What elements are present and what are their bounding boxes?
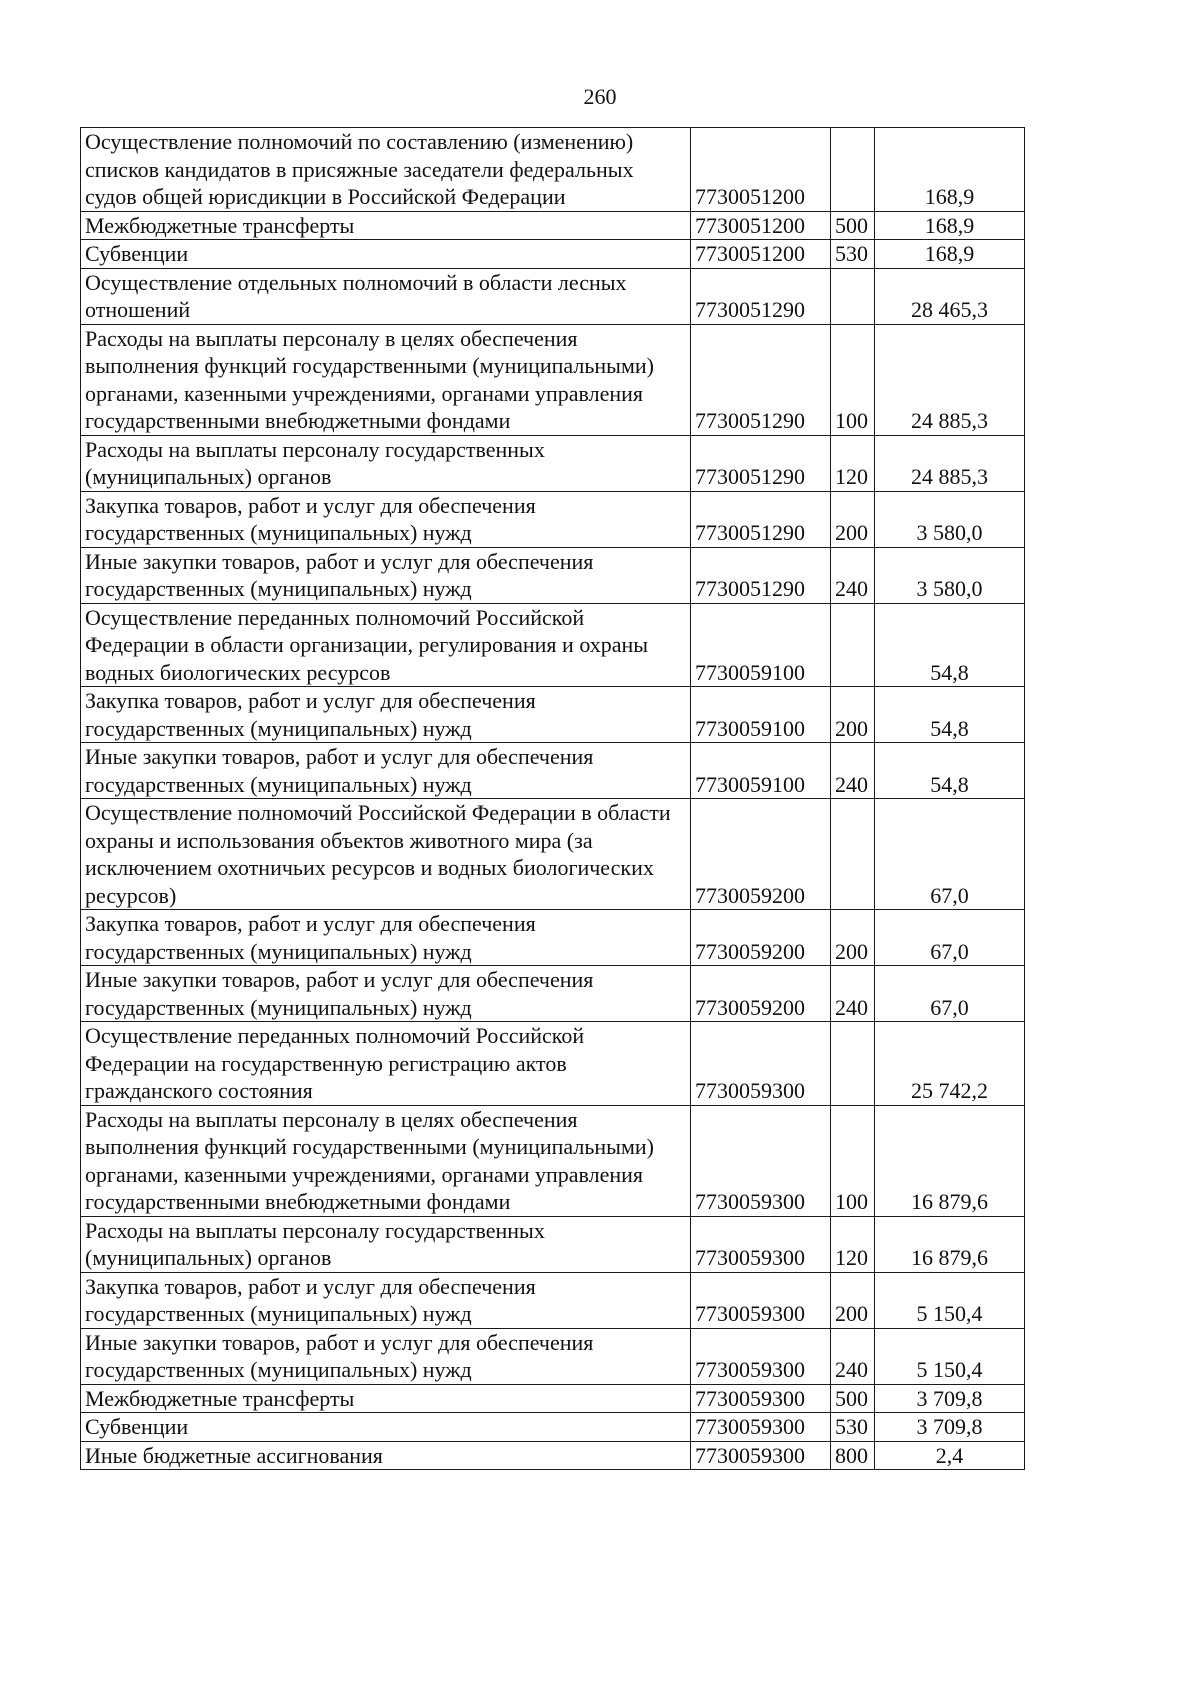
row-description: Закупка товаров, работ и услуг для обеспечения государственных (муниципальных) нужд <box>81 687 691 743</box>
row-expense-type <box>831 799 875 910</box>
row-expense-type <box>831 268 875 324</box>
row-expense-type: 120 <box>831 1216 875 1272</box>
row-expense-type: 800 <box>831 1441 875 1470</box>
row-target-code: 7730059100 <box>691 603 831 687</box>
table-row <box>81 1022 1025 1106</box>
row-description: Межбюджетные трансферты <box>81 211 691 240</box>
table-row <box>81 547 1025 603</box>
row-description: Иные бюджетные ассигнования <box>81 1441 691 1470</box>
row-amount: 168,9 <box>875 240 1025 269</box>
row-description: Иные закупки товаров, работ и услуг для обеспечения государственных (муниципальных) нужд <box>81 1328 691 1384</box>
row-expense-type: 200 <box>831 1272 875 1328</box>
table-row <box>81 240 1025 269</box>
row-target-code: 7730059300 <box>691 1413 831 1442</box>
table-row <box>81 910 1025 966</box>
row-expense-type: 100 <box>831 1105 875 1216</box>
row-target-code: 7730059300 <box>691 1022 831 1106</box>
row-amount: 168,9 <box>875 128 1025 212</box>
row-amount: 5 150,4 <box>875 1328 1025 1384</box>
row-target-code: 7730051290 <box>691 268 831 324</box>
row-description: Осуществление полномочий Российской Федерации в области охраны и использования объектов животного мира (за исключением охотничьих ресурсов и водных биологических ресурсов) <box>81 799 691 910</box>
row-target-code: 7730059300 <box>691 1441 831 1470</box>
table-row <box>81 128 1025 212</box>
row-expense-type: 100 <box>831 324 875 435</box>
table-row <box>81 1328 1025 1384</box>
table-row <box>81 1272 1025 1328</box>
row-expense-type <box>831 603 875 687</box>
row-amount: 28 465,3 <box>875 268 1025 324</box>
row-target-code: 7730051290 <box>691 324 831 435</box>
budget-table-body <box>81 128 1025 1470</box>
row-expense-type: 240 <box>831 547 875 603</box>
row-description: Закупка товаров, работ и услуг для обеспечения государственных (муниципальных) нужд <box>81 1272 691 1328</box>
row-target-code: 7730051200 <box>691 211 831 240</box>
row-expense-type: 530 <box>831 240 875 269</box>
row-expense-type: 200 <box>831 910 875 966</box>
row-target-code: 7730059300 <box>691 1328 831 1384</box>
row-description: Закупка товаров, работ и услуг для обеспечения государственных (муниципальных) нужд <box>81 491 691 547</box>
table-row <box>81 687 1025 743</box>
row-target-code: 7730051200 <box>691 240 831 269</box>
page-number: 260 <box>583 84 617 109</box>
row-target-code: 7730059200 <box>691 910 831 966</box>
row-expense-type: 500 <box>831 1384 875 1413</box>
table-row <box>81 1441 1025 1470</box>
row-amount: 168,9 <box>875 211 1025 240</box>
row-description: Субвенции <box>81 1413 691 1442</box>
row-target-code: 7730059300 <box>691 1272 831 1328</box>
row-description: Расходы на выплаты персоналу государственных (муниципальных) органов <box>81 1216 691 1272</box>
row-target-code: 7730059300 <box>691 1216 831 1272</box>
row-amount: 24 885,3 <box>875 435 1025 491</box>
row-target-code: 7730051290 <box>691 435 831 491</box>
row-amount: 24 885,3 <box>875 324 1025 435</box>
row-amount: 2,4 <box>875 1441 1025 1470</box>
row-description: Осуществление отдельных полномочий в области лесных отношений <box>81 268 691 324</box>
row-amount: 3 580,0 <box>875 547 1025 603</box>
row-description: Осуществление полномочий по составлению (изменению) списков кандидатов в присяжные заседатели федеральных судов общей юрисдикции в Российской Федерации <box>81 128 691 212</box>
row-description: Иные закупки товаров, работ и услуг для обеспечения государственных (муниципальных) нужд <box>81 743 691 799</box>
row-target-code: 7730059200 <box>691 799 831 910</box>
table-row <box>81 435 1025 491</box>
table-row <box>81 491 1025 547</box>
row-target-code: 7730059100 <box>691 687 831 743</box>
table-row <box>81 966 1025 1022</box>
table-row <box>81 1216 1025 1272</box>
row-description: Межбюджетные трансферты <box>81 1384 691 1413</box>
row-amount: 67,0 <box>875 910 1025 966</box>
row-expense-type <box>831 128 875 212</box>
table-row <box>81 211 1025 240</box>
row-amount: 3 709,8 <box>875 1413 1025 1442</box>
row-expense-type: 200 <box>831 491 875 547</box>
row-target-code: 7730059100 <box>691 743 831 799</box>
row-amount: 54,8 <box>875 603 1025 687</box>
row-description: Закупка товаров, работ и услуг для обеспечения государственных (муниципальных) нужд <box>81 910 691 966</box>
row-amount: 5 150,4 <box>875 1272 1025 1328</box>
row-expense-type: 200 <box>831 687 875 743</box>
budget-table <box>80 127 1025 1470</box>
row-amount: 3 709,8 <box>875 1384 1025 1413</box>
row-amount: 54,8 <box>875 743 1025 799</box>
table-row <box>81 799 1025 910</box>
row-description: Расходы на выплаты персоналу в целях обеспечения выполнения функций государственными (муниципальными) органами, казенными учреждениями, органами управления государственными внебюджетными фондами <box>81 1105 691 1216</box>
row-description: Расходы на выплаты персоналу в целях обеспечения выполнения функций государственными (муниципальными) органами, казенными учреждениями, органами управления государственными внебюджетными фондами <box>81 324 691 435</box>
table-row <box>81 1413 1025 1442</box>
table-row <box>81 1384 1025 1413</box>
row-description: Иные закупки товаров, работ и услуг для обеспечения государственных (муниципальных) нужд <box>81 547 691 603</box>
row-expense-type: 240 <box>831 743 875 799</box>
row-expense-type: 240 <box>831 966 875 1022</box>
row-expense-type <box>831 1022 875 1106</box>
row-expense-type: 240 <box>831 1328 875 1384</box>
row-expense-type: 530 <box>831 1413 875 1442</box>
row-expense-type: 120 <box>831 435 875 491</box>
table-row <box>81 1105 1025 1216</box>
row-target-code: 7730051290 <box>691 547 831 603</box>
row-amount: 3 580,0 <box>875 491 1025 547</box>
row-description: Расходы на выплаты персоналу государственных (муниципальных) органов <box>81 435 691 491</box>
table-row <box>81 743 1025 799</box>
row-amount: 54,8 <box>875 687 1025 743</box>
row-target-code: 7730059300 <box>691 1105 831 1216</box>
row-description: Осуществление переданных полномочий Российской Федерации на государственную регистрацию актов гражданского состояния <box>81 1022 691 1106</box>
row-amount: 67,0 <box>875 799 1025 910</box>
row-target-code: 7730059200 <box>691 966 831 1022</box>
row-amount: 16 879,6 <box>875 1216 1025 1272</box>
row-description: Осуществление переданных полномочий Российской Федерации в области организации, регулирования и охраны водных биологических ресурсов <box>81 603 691 687</box>
row-target-code: 7730059300 <box>691 1384 831 1413</box>
row-target-code: 7730051200 <box>691 128 831 212</box>
table-row <box>81 603 1025 687</box>
table-row <box>81 324 1025 435</box>
row-description: Субвенции <box>81 240 691 269</box>
row-amount: 67,0 <box>875 966 1025 1022</box>
table-row <box>81 268 1025 324</box>
row-amount: 16 879,6 <box>875 1105 1025 1216</box>
row-amount: 25 742,2 <box>875 1022 1025 1106</box>
row-description: Иные закупки товаров, работ и услуг для обеспечения государственных (муниципальных) нужд <box>81 966 691 1022</box>
row-target-code: 7730051290 <box>691 491 831 547</box>
row-expense-type: 500 <box>831 211 875 240</box>
